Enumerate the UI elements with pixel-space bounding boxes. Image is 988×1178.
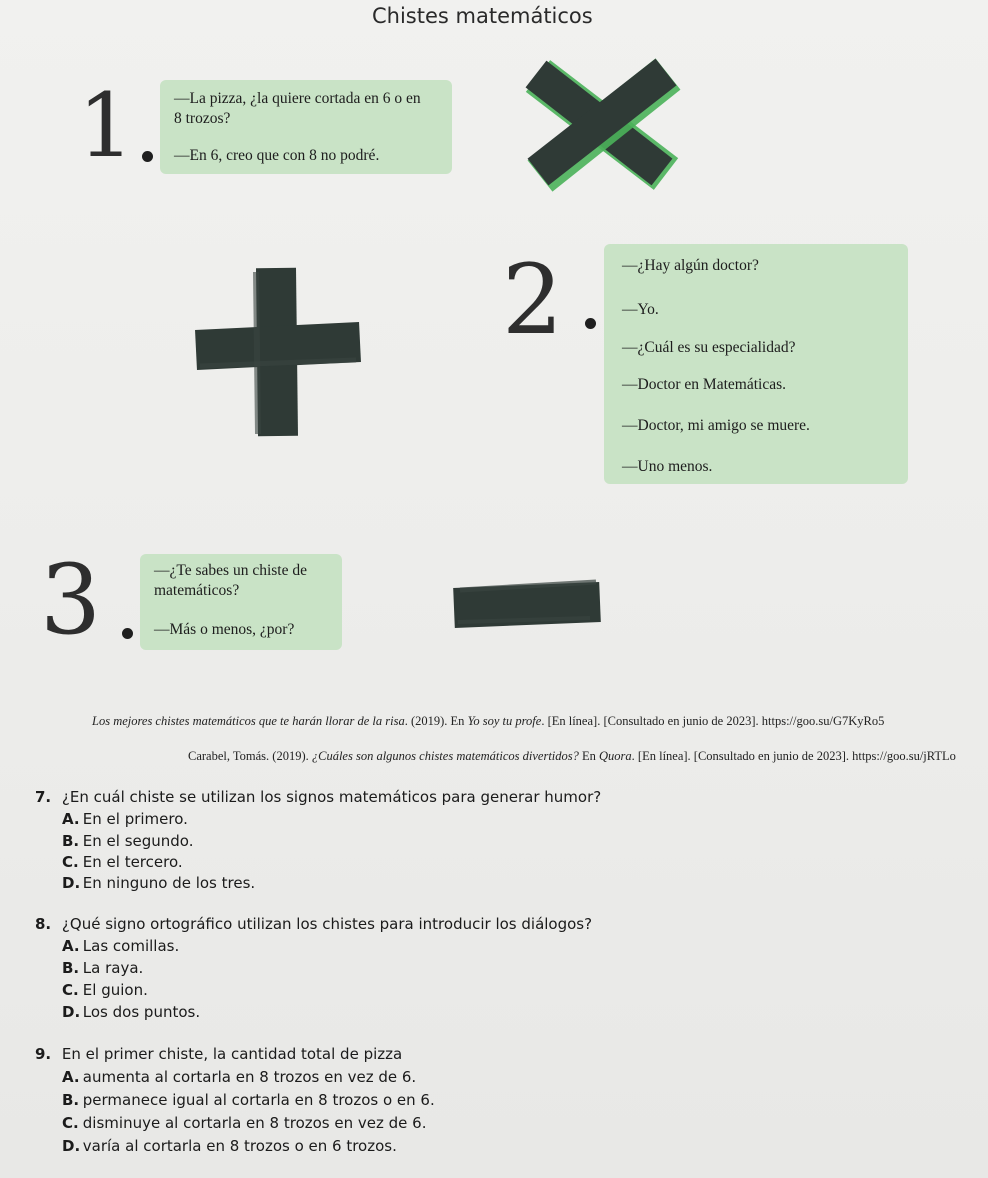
option-text: En el primero. <box>82 810 188 828</box>
joke-1-number: 1 <box>78 74 134 177</box>
joke-1-bullet <box>142 151 153 162</box>
reference-2-text: En <box>578 749 600 763</box>
question-7-option-b[interactable] <box>62 832 193 850</box>
reference-2-author: Carabel, Tomás. (2019). <box>188 749 312 763</box>
page-title: Chistes matemáticos <box>372 4 593 28</box>
question-8 <box>35 915 592 933</box>
joke-2-line: —Doctor en Matemáticas. <box>622 376 786 393</box>
question-8-number: 8. <box>35 915 52 933</box>
plus-sign-icon <box>196 268 360 438</box>
joke-3-line: —Más o menos, ¿por? <box>154 621 295 638</box>
option-text: En el tercero. <box>82 853 183 871</box>
question-8-text: ¿Qué signo ortográfico utilizan los chistes para introducir los diálogos? <box>61 915 593 933</box>
question-9-number: 9. <box>35 1045 52 1063</box>
option-text: Las comillas. <box>82 937 180 955</box>
joke-1-line: —La pizza, ¿la quiere cortada en 6 o en <box>174 90 421 107</box>
option-text: Los dos puntos. <box>82 1003 201 1021</box>
joke-1-line: —En 6, creo que con 8 no podré. <box>174 147 380 164</box>
reference-1-source: Yo soy tu profe <box>467 714 542 728</box>
reference-1-title: Los mejores chistes matemáticos que te harán llorar de la risa <box>92 714 405 728</box>
reference-2-title: ¿Cuáles son algunos chistes matemáticos divertidos? <box>311 749 579 763</box>
question-8-option-d[interactable] <box>62 1003 200 1021</box>
question-7-number: 7. <box>35 788 52 806</box>
question-7-option-c[interactable] <box>62 853 183 871</box>
question-7 <box>35 788 601 806</box>
joke-2-line: —¿Hay algún doctor? <box>622 257 759 274</box>
option-letter: C. <box>62 981 79 999</box>
joke-2-line: —Uno menos. <box>622 458 713 475</box>
option-text: El guion. <box>82 981 148 999</box>
option-letter: A. <box>62 937 80 955</box>
multiply-sign-icon <box>528 64 678 190</box>
option-letter: D. <box>62 1003 81 1021</box>
question-9 <box>35 1045 402 1063</box>
joke-2-line: —Doctor, mi amigo se muere. <box>622 417 810 434</box>
reference-2-details: . [En línea]. [Consultado en junio de 2023]. https://goo.su/jRTLo <box>631 749 956 763</box>
option-letter: B. <box>62 1091 80 1109</box>
option-text: En el segundo. <box>82 832 194 850</box>
question-8-option-a[interactable] <box>62 937 179 955</box>
reference-1 <box>92 714 884 729</box>
joke-2-card <box>604 244 908 484</box>
joke-3-line: matemáticos? <box>154 582 240 599</box>
reference-2 <box>188 749 956 764</box>
option-letter: B. <box>62 959 80 977</box>
joke-3-card <box>140 554 342 650</box>
joke-3-number: 3 <box>40 544 102 656</box>
question-9-option-b[interactable] <box>62 1091 435 1109</box>
question-7-option-d[interactable] <box>62 874 255 892</box>
question-9-option-d[interactable] <box>62 1137 397 1155</box>
joke-3-bullet <box>122 628 133 639</box>
question-8-option-c[interactable] <box>62 981 148 999</box>
joke-3-line: —¿Te sabes un chiste de <box>154 562 308 579</box>
option-text: permanece igual al cortarla en 8 trozos o en 6. <box>82 1091 435 1109</box>
option-text: disminuye al cortarla en 8 trozos en vez de 6. <box>82 1114 427 1132</box>
joke-2-line: —Yo. <box>622 301 659 318</box>
option-letter: A. <box>62 810 80 828</box>
question-8-option-b[interactable] <box>62 959 143 977</box>
joke-2-bullet <box>585 318 596 329</box>
option-letter: C. <box>62 1114 79 1132</box>
option-letter: D. <box>62 874 81 892</box>
question-9-option-a[interactable] <box>62 1068 416 1086</box>
joke-1-line: 8 trozos? <box>174 110 231 127</box>
option-text: En ninguno de los tres. <box>82 874 256 892</box>
option-letter: D. <box>62 1137 81 1155</box>
joke-2-line: —¿Cuál es su especialidad? <box>622 339 796 356</box>
question-7-option-a[interactable] <box>62 810 188 828</box>
question-9-option-c[interactable] <box>62 1114 426 1132</box>
reference-1-details: . [En línea]. [Consultado en junio de 2023]. https://goo.su/G7KyRo5 <box>541 714 885 728</box>
question-9-text: En el primer chiste, la cantidad total de pizza <box>61 1045 403 1063</box>
option-text: aumenta al cortarla en 8 trozos en vez de 6. <box>82 1068 417 1086</box>
question-7-text: ¿En cuál chiste se utilizan los signos matemáticos para generar humor? <box>61 788 602 806</box>
joke-1-card <box>160 80 452 174</box>
minus-sign-icon <box>450 572 606 632</box>
reference-2-source: Quora <box>599 749 632 763</box>
joke-2-number: 2 <box>502 244 564 356</box>
option-letter: C. <box>62 853 79 871</box>
option-letter: B. <box>62 832 80 850</box>
option-letter: A. <box>62 1068 80 1086</box>
option-text: La raya. <box>82 959 144 977</box>
option-text: varía al cortarla en 8 trozos o en 6 trozos. <box>82 1137 397 1155</box>
reference-1-text: . (2019). En <box>404 714 468 728</box>
